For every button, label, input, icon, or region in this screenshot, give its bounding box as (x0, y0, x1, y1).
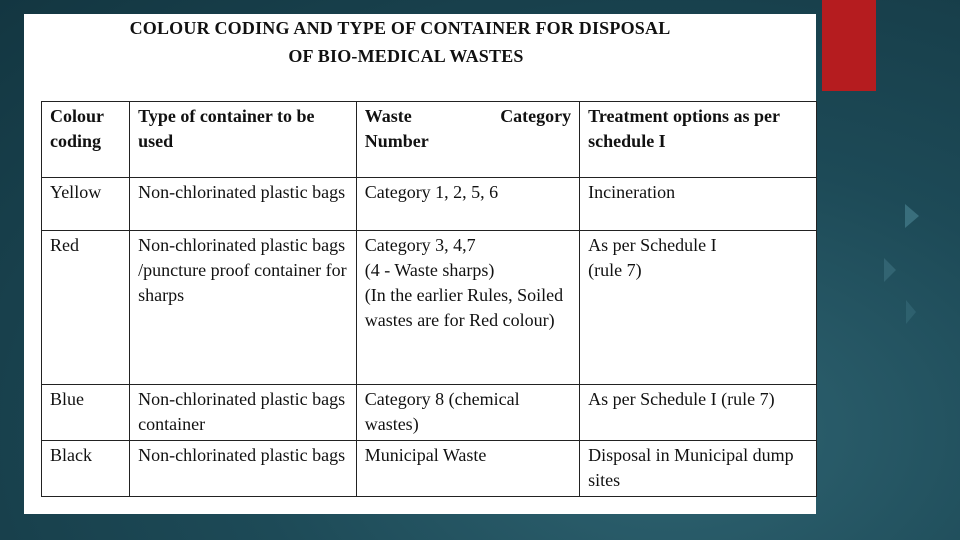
table-row (42, 385, 817, 441)
waste-colour-table (41, 101, 817, 497)
cell-treatment: Disposal in Municipal dump sites (580, 441, 817, 497)
cell-category: Category 8 (chemical wastes) (356, 385, 579, 441)
cell-category: Municipal Waste (356, 441, 579, 497)
cell-colour: Blue (42, 385, 130, 441)
table-row (42, 178, 817, 231)
cell-treatment: As per Schedule I (rule 7) (580, 385, 817, 441)
cell-category: Category 1, 2, 5, 6 (356, 178, 579, 231)
header-number-word: Number (364, 131, 429, 151)
arrow-decoration (906, 300, 916, 324)
header-container-type: Type of container to be used (130, 102, 357, 178)
header-waste-category (356, 102, 579, 178)
header-category-word: Category (500, 106, 572, 126)
header-colour-coding: Colour coding (42, 102, 130, 178)
header-treatment: Treatment options as per schedule I (580, 102, 817, 178)
cell-container: Non-chlorinated plastic bags /puncture proof container for sharps (130, 231, 357, 385)
cell-colour: Black (42, 441, 130, 497)
header-waste-word: Waste (364, 106, 412, 126)
scanned-document (24, 14, 816, 514)
table-row (42, 441, 817, 497)
cell-treatment: As per Schedule I (rule 7) (580, 231, 817, 385)
red-accent-bar (822, 0, 876, 91)
arrow-decoration (905, 204, 919, 228)
cell-container: Non-chlorinated plastic bags (130, 178, 357, 231)
document-title: COLOUR CODING AND TYPE OF CONTAINER FOR DISPOSAL (129, 18, 671, 38)
table-row (42, 231, 817, 385)
arrow-decoration (884, 258, 896, 282)
table-header-row (42, 102, 817, 178)
cell-container: Non-chlorinated plastic bags (130, 441, 357, 497)
cell-container: Non-chlorinated plastic bags container (130, 385, 357, 441)
cell-category: Category 3, 4,7 (4 - Waste sharps) (In the earlier Rules, Soiled wastes are for Red colour) (356, 231, 579, 385)
document-subtitle: OF BIO-MEDICAL WASTES (288, 46, 524, 66)
cell-colour: Red (42, 231, 130, 385)
cell-colour: Yellow (42, 178, 130, 231)
cell-treatment: Incineration (580, 178, 817, 231)
